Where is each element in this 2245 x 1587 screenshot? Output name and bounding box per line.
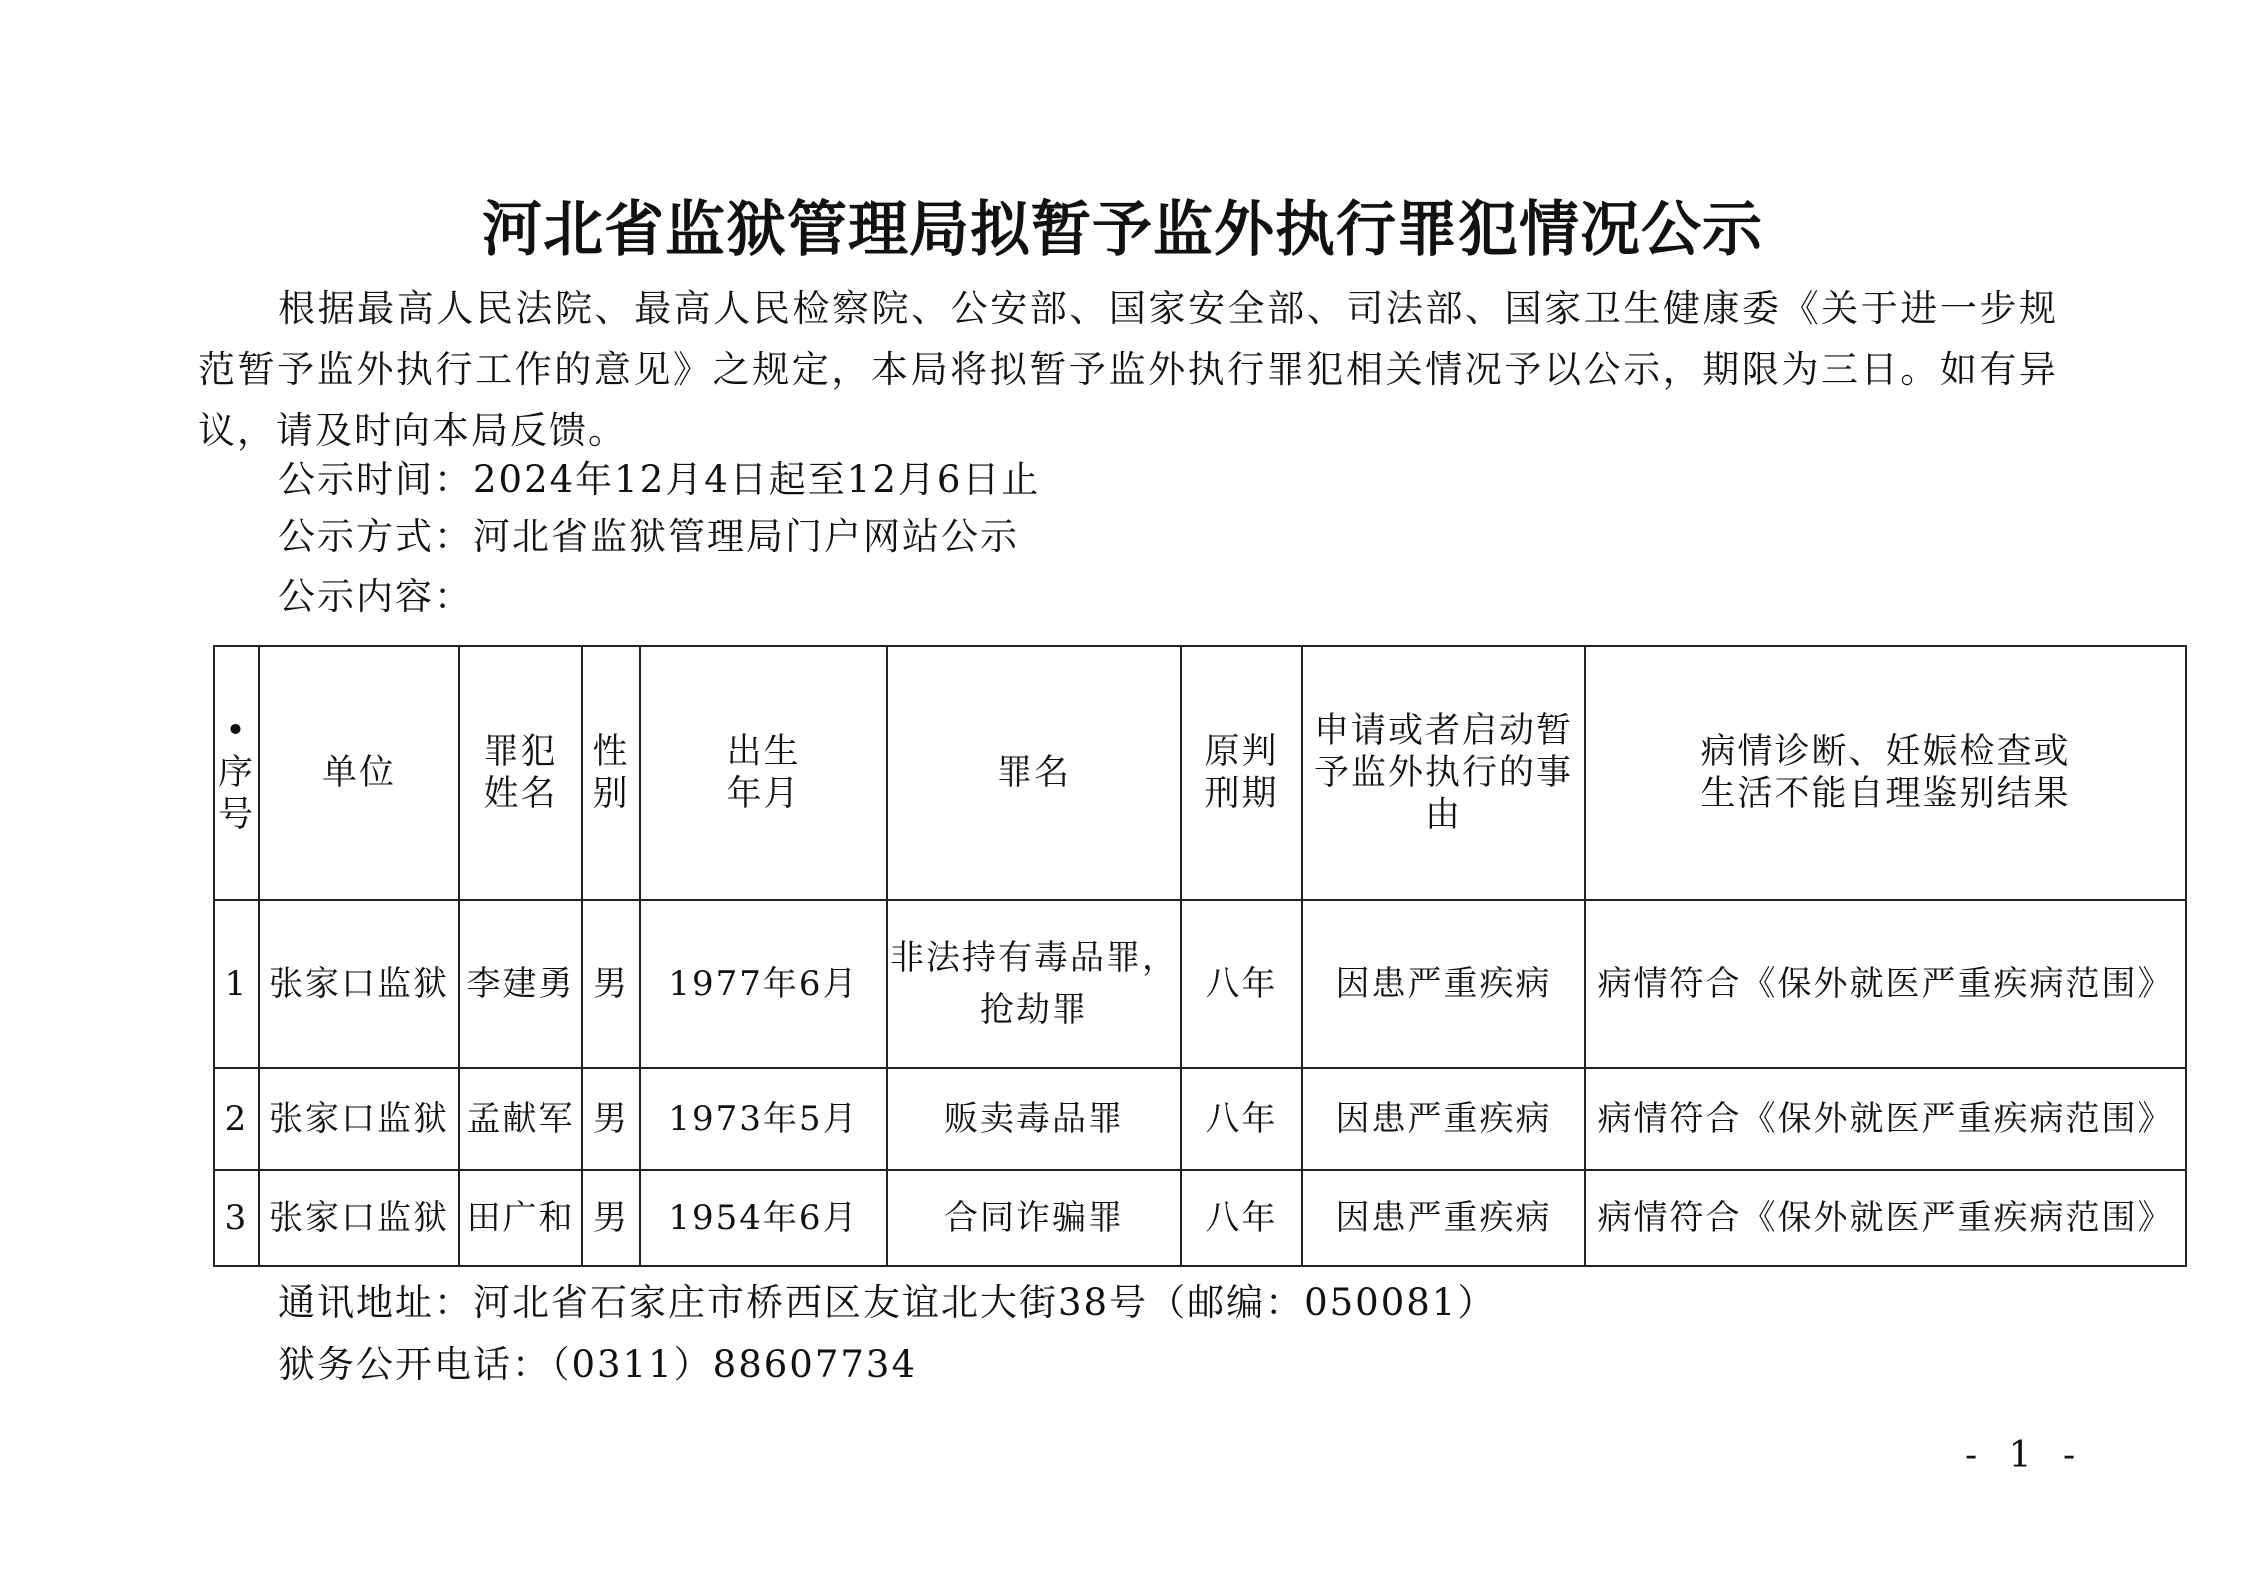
contact-address: 通讯地址：河北省石家庄市桥西区友谊北大街38号（邮编：050081） — [278, 1281, 1497, 1324]
header-birth-line: 出生 — [726, 732, 801, 772]
cell-result: 病情符合《保外就医严重疾病范围》 — [1585, 1068, 2186, 1170]
header-crime: 罪名 — [887, 646, 1181, 900]
publicity-content-label: 公示内容： — [278, 575, 473, 618]
cell-name: 田广和 — [459, 1170, 582, 1266]
header-name-line: 姓名 — [483, 774, 558, 814]
publicity-method: 公示方式：河北省监狱管理局门户网站公示 — [278, 515, 1019, 558]
header-result-line: 生活不能自理鉴别结果 — [1700, 774, 2071, 814]
header-sex-line: 别 — [592, 774, 630, 814]
cell-name: 李建勇 — [459, 900, 582, 1068]
cell-birth: 1954年6月 — [640, 1170, 887, 1266]
table-row — [214, 1170, 2186, 1266]
header-reason-line: 予监外执行的事 — [1313, 753, 1573, 793]
header-name — [459, 646, 582, 900]
header-reason-line: 由 — [1424, 795, 1462, 835]
cell-sentence: 八年 — [1181, 1068, 1302, 1170]
cell-reason: 因患严重疾病 — [1302, 1068, 1585, 1170]
cell-sentence: 八年 — [1181, 1170, 1302, 1266]
cell-reason: 因患严重疾病 — [1302, 900, 1585, 1068]
header-sentence-line: 刑期 — [1204, 774, 1279, 814]
header-reason-line: 申请或者启动暂 — [1313, 711, 1573, 751]
cell-sex: 男 — [582, 1170, 640, 1266]
cell-result: 病情符合《保外就医严重疾病范围》 — [1585, 900, 2186, 1068]
cell-birth: 1973年5月 — [640, 1068, 887, 1170]
cell-sentence: 八年 — [1181, 900, 1302, 1068]
cell-seq: 3 — [214, 1170, 259, 1266]
cell-name: 孟献军 — [459, 1068, 582, 1170]
header-seq-line: • — [225, 711, 248, 751]
cell-sex: 男 — [582, 1068, 640, 1170]
cell-unit: 张家口监狱 — [259, 1170, 459, 1266]
intro-paragraph: 根据最高人民法院、最高人民检察院、公安部、国家安全部、司法部、国家卫生健康委《关于进一步规范暂予监外执行工作的意见》之规定，本局将拟暂予监外执行罪犯相关情况予以公示，期限为三日。如有异议，请及时向本局反馈。 — [198, 287, 2058, 452]
table-header-row — [214, 646, 2186, 900]
document-title: 河北省监狱管理局拟暂予监外执行罪犯情况公示 — [482, 195, 1763, 265]
header-birth — [640, 646, 887, 900]
publicity-time: 公示时间：2024年12月4日起至12月6日止 — [278, 458, 1041, 501]
cell-birth: 1977年6月 — [640, 900, 887, 1068]
prisoner-table — [213, 645, 2187, 1267]
header-sex — [582, 646, 640, 900]
page-number: - 1 - — [1965, 1435, 2086, 1476]
cell-unit: 张家口监狱 — [259, 900, 459, 1068]
cell-crime: 贩卖毒品罪 — [887, 1068, 1181, 1170]
table-row — [214, 900, 2186, 1068]
contact-phone: 狱务公开电话：（0311）88607734 — [278, 1343, 917, 1386]
header-birth-line: 年月 — [726, 774, 801, 814]
header-unit: 单位 — [259, 646, 459, 900]
cell-crime — [887, 900, 1181, 1068]
header-sentence — [1181, 646, 1302, 900]
header-reason — [1302, 646, 1585, 900]
header-sentence-line: 原判 — [1204, 732, 1279, 772]
cell-seq: 2 — [214, 1068, 259, 1170]
cell-unit: 张家口监狱 — [259, 1068, 459, 1170]
header-name-line: 罪犯 — [483, 732, 558, 772]
header-result — [1585, 646, 2186, 900]
header-seq-line: 序 — [217, 753, 255, 793]
table-row — [214, 1068, 2186, 1170]
cell-reason: 因患严重疾病 — [1302, 1170, 1585, 1266]
header-sex-line: 性 — [592, 732, 630, 772]
header-result-line: 病情诊断、妊娠检查或 — [1700, 732, 2071, 772]
cell-seq: 1 — [214, 900, 259, 1068]
header-seq — [214, 646, 259, 900]
cell-sex: 男 — [582, 900, 640, 1068]
cell-crime: 合同诈骗罪 — [887, 1170, 1181, 1266]
cell-crime-line: 抢劫罪 — [980, 990, 1088, 1030]
header-seq-line: 号 — [217, 795, 255, 835]
cell-crime-line: 非法持有毒品罪， — [890, 938, 1178, 978]
cell-result: 病情符合《保外就医严重疾病范围》 — [1585, 1170, 2186, 1266]
